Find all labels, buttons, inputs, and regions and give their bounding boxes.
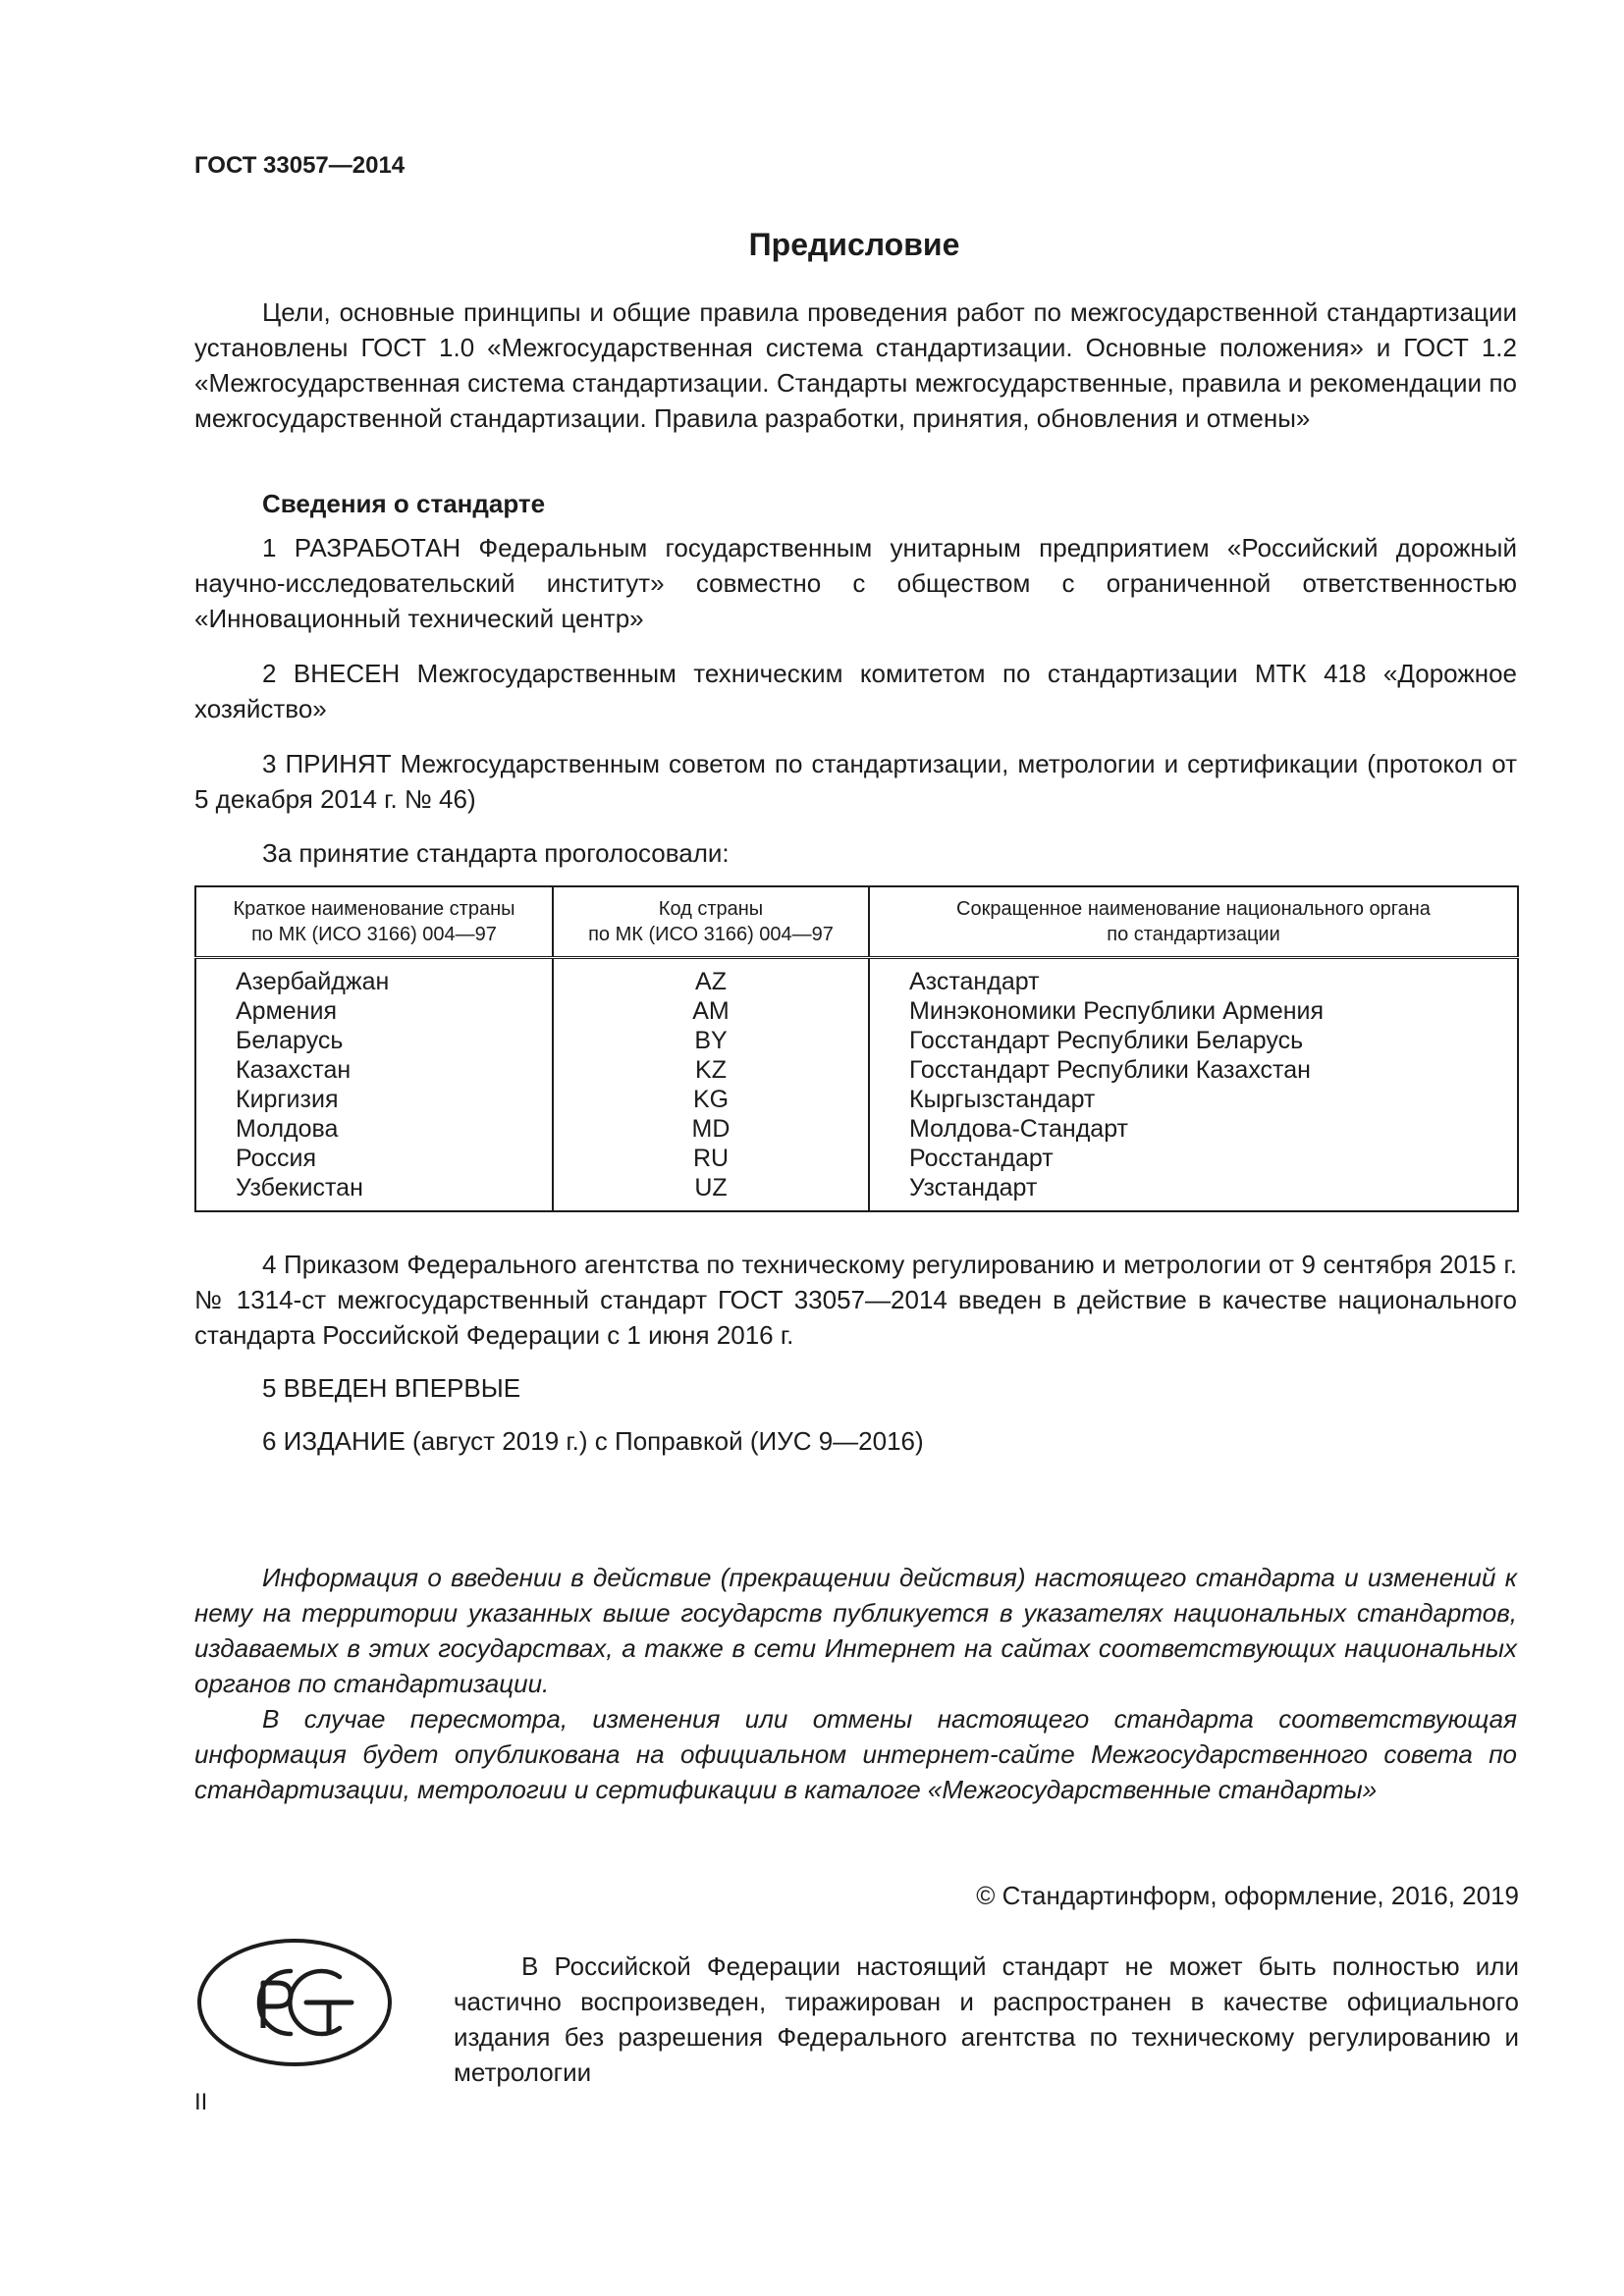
table-row <box>195 1114 1518 1144</box>
table-row <box>195 1026 1518 1055</box>
cell-country: Армения <box>195 996 553 1026</box>
table-row <box>195 1173 1518 1211</box>
header-org <box>869 886 1518 958</box>
cell-org: Молдова-Стандарт <box>909 1115 1128 1143</box>
table-row <box>195 1055 1518 1085</box>
table-row <box>195 1144 1518 1173</box>
header-org-line1: Сокращенное наименование национального органа <box>956 898 1431 920</box>
cell-code: KG <box>553 1085 869 1114</box>
cell-org: Госстандарт Республики Казахстан <box>909 1056 1311 1084</box>
cell-code: RU <box>553 1144 869 1173</box>
notice-paragraph-2: В случае пересмотра, изменения или отмены настоящего стандарта соответствующая информация будет опубликована на официальном интернет-сайте Межгосударственного совета по стандартизации, метрологии и сертификации в каталоге «Межгосударственные стандарты» <box>194 1704 1517 1804</box>
voted-caption: За принятие стандарта проголосовали: <box>262 838 730 868</box>
header-code <box>553 886 869 958</box>
cell-country: Казахстан <box>195 1055 553 1085</box>
cell-code: KZ <box>553 1055 869 1085</box>
item-order: 4 Приказом Федерального агентства по техническому регулированию и метрологии от 9 сентября 2015 г. № 1314-ст межгосударственный стандарт ГОСТ 33057—2014 введен в действие в качестве национального стандарта Российской Федерации с 1 июня 2016 г. <box>194 1250 1517 1350</box>
cell-country: Азербайджан <box>195 958 553 997</box>
cell-country: Киргизия <box>195 1085 553 1114</box>
notice-paragraph-1: Информация о введении в действие (прекращении действия) настоящего стандарта и изменений к нему на территории указанных выше государств публикуется в указателях национальных стандартов, издаваемых в этих государствах, а также в сети Интернет на сайтах соответствующих национальных органов по стандартизации. <box>194 1563 1517 1698</box>
item-developed: 1 РАЗРАБОТАН Федеральным государственным унитарным предприятием «Российский дорожный научно-исследовательский институт» совместно с обществом с ограниченной ответственностью «Инновационный технический центр» <box>194 533 1517 633</box>
item-adopted: 3 ПРИНЯТ Межгосударственным советом по стандартизации, метрологии и сертификации (протокол от 5 декабря 2014 г. № 46) <box>194 749 1517 814</box>
header-country <box>195 886 553 958</box>
item-first-time: 5 ВВЕДЕН ВПЕРВЫЕ <box>262 1373 521 1403</box>
cell-org: Минэкономики Республики Армения <box>909 997 1325 1025</box>
page-title: Предисловие <box>748 227 960 262</box>
cell-org: Росстандарт <box>909 1145 1054 1172</box>
table-row <box>195 1085 1518 1114</box>
header-org-line2: по стандартизации <box>1107 924 1280 945</box>
table-header-row <box>195 886 1518 958</box>
document-code: ГОСТ 33057—2014 <box>194 152 406 179</box>
cell-country: Узбекистан <box>195 1173 553 1211</box>
header-country-line1: Краткое наименование страны <box>233 898 515 920</box>
info-heading: Сведения о стандарте <box>262 489 546 518</box>
voting-countries-table <box>194 885 1519 1212</box>
table-row <box>195 996 1518 1026</box>
cell-org: Кыргызстандарт <box>909 1086 1096 1113</box>
cell-code: UZ <box>553 1173 869 1211</box>
rf-reproduction-notice: В Российской Федерации настоящий стандарт не может быть полностью или частично воспроизведен, тиражирован и распространен в качестве официального издания без разрешения Федерального агентства по техническому регулированию и метрологии <box>454 1951 1519 2087</box>
cell-code: MD <box>553 1114 869 1144</box>
cell-org: Узстандарт <box>909 1174 1038 1201</box>
cell-code: BY <box>553 1026 869 1055</box>
cell-country: Беларусь <box>195 1026 553 1055</box>
copyright-line: © Стандартинформ, оформление, 2016, 2019 <box>976 1881 1519 1910</box>
cell-org: Азстандарт <box>909 968 1040 995</box>
cell-org: Госстандарт Республики Беларусь <box>909 1027 1304 1054</box>
header-code-line1: Код страны <box>658 898 764 920</box>
header-code-line2: по МК (ИСО 3166) 004—97 <box>588 924 834 945</box>
item-edition: 6 ИЗДАНИЕ (август 2019 г.) с Поправкой (ИУС 9—2016) <box>262 1426 924 1456</box>
table-row <box>195 958 1518 997</box>
header-country-line2: по МК (ИСО 3166) 004—97 <box>251 924 497 945</box>
cell-country: Россия <box>195 1144 553 1173</box>
cell-code: AM <box>553 996 869 1026</box>
cell-code: AZ <box>553 958 869 997</box>
item-introduced: 2 ВНЕСЕН Межгосударственным техническим комитетом по стандартизации МТК 418 «Дорожное хозяйство» <box>194 659 1517 723</box>
page-number: II <box>194 2089 208 2115</box>
intro-paragraph: Цели, основные принципы и общие правила проведения работ по межгосударственной стандартизации установлены ГОСТ 1.0 «Межгосударственная система стандартизации. Основные положения» и ГОСТ 1.2 «Межгосударственная система стандартизации. Стандарты межгосударственные, правила и рекомендации по межгосударственной стандартизации. Правила разработки, принятия, обновления и отмены» <box>194 297 1517 433</box>
cell-country: Молдова <box>195 1114 553 1144</box>
rst-certification-mark-icon <box>196 1938 393 2067</box>
